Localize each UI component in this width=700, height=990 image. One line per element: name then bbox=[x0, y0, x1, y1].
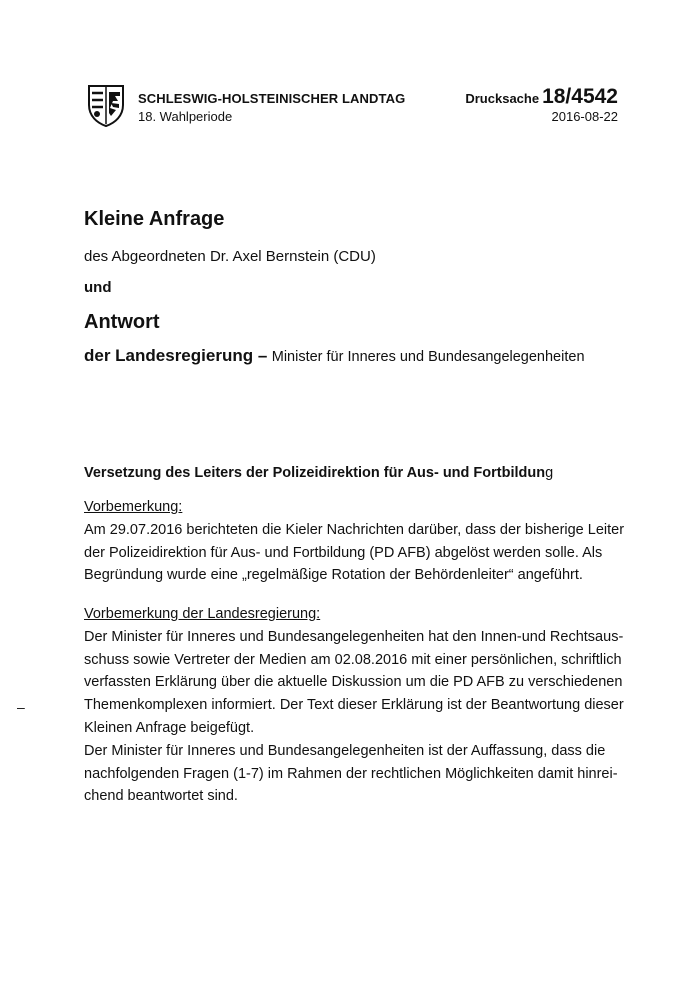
vorbemerkung-lr-line: verfassten Erklärung über die aktuelle Diskussion um die PD AFB zu verschiedenen bbox=[84, 674, 623, 691]
vorbemerkung-lr-line: nachfolgenden Fragen (1-7) im Rahmen der rechtlichen Möglichkeiten damit hinrei- bbox=[84, 765, 618, 782]
document-date: 2016-08-22 bbox=[551, 109, 618, 124]
und-line: und bbox=[84, 279, 112, 296]
parliament-name: SCHLESWIG-HOLSTEINISCHER LANDTAG bbox=[138, 91, 406, 106]
antwort-heading: Antwort bbox=[84, 311, 160, 333]
vorbemerkung-lr-line: schuss sowie Vertreter der Medien am 02.08.2016 mit einer persönlichen, schriftlich bbox=[84, 651, 622, 668]
vorbemerkung-line: Begründung wurde eine „regelmäßige Rotation der Behördenleiter“ angeführt. bbox=[84, 567, 583, 584]
subject-main: Versetzung des Leiters der Polizeidirektion für Aus- und Fortbildun bbox=[84, 465, 546, 481]
vorbemerkung-lr-line: Der Minister für Inneres und Bundesangelegenheiten hat den Innen-und Rechtsaus- bbox=[84, 628, 624, 645]
vorbemerkung-lr-line: chend beantwortet sind. bbox=[84, 788, 238, 805]
minister-label: Minister für Inneres und Bundesangelegenheiten bbox=[271, 349, 585, 365]
legislative-period: 18. Wahlperiode bbox=[138, 109, 233, 124]
vorbemerkung-heading: Vorbemerkung: bbox=[84, 499, 183, 515]
vorbemerkung-lr-section bbox=[84, 603, 624, 808]
vorbemerkung-section bbox=[84, 496, 624, 587]
vorbemerkung-lr-line: Themenkomplexen informiert. Der Text dieser Erklärung ist der Beantwortung dieser bbox=[84, 697, 624, 714]
drucksache-number: 18/4542 bbox=[542, 85, 618, 108]
subject-tail: g bbox=[545, 465, 554, 481]
drucksache bbox=[465, 85, 618, 109]
vorbemerkung-line: der Polizeidirektion für Aus- und Fortbildung (PD AFB) abgelöst werden solle. Als bbox=[84, 544, 603, 561]
vorbemerkung-lr-line: Der Minister für Inneres und Bundesangelegenheiten ist der Auffassung, dass die bbox=[84, 742, 606, 759]
vorbemerkung-lr-heading: Vorbemerkung der Landesregierung: bbox=[84, 606, 321, 622]
margin-mark: – bbox=[17, 699, 25, 715]
drucksache-label: Drucksache bbox=[465, 91, 540, 106]
vorbemerkung-lr-line: Kleinen Anfrage beigefügt. bbox=[84, 719, 255, 736]
vorbemerkung-line: Am 29.07.2016 berichteten die Kieler Nachrichten darüber, dass der bisherige Leiter bbox=[84, 521, 625, 538]
landesregierung-line bbox=[84, 346, 585, 366]
abgeordneter-line: des Abgeordneten Dr. Axel Bernstein (CDU) bbox=[84, 248, 376, 265]
kleine-anfrage-heading: Kleine Anfrage bbox=[84, 208, 225, 230]
landesregierung-label: der Landesregierung – bbox=[84, 346, 268, 365]
subject-heading bbox=[84, 465, 553, 481]
coat-of-arms-icon bbox=[86, 83, 126, 127]
